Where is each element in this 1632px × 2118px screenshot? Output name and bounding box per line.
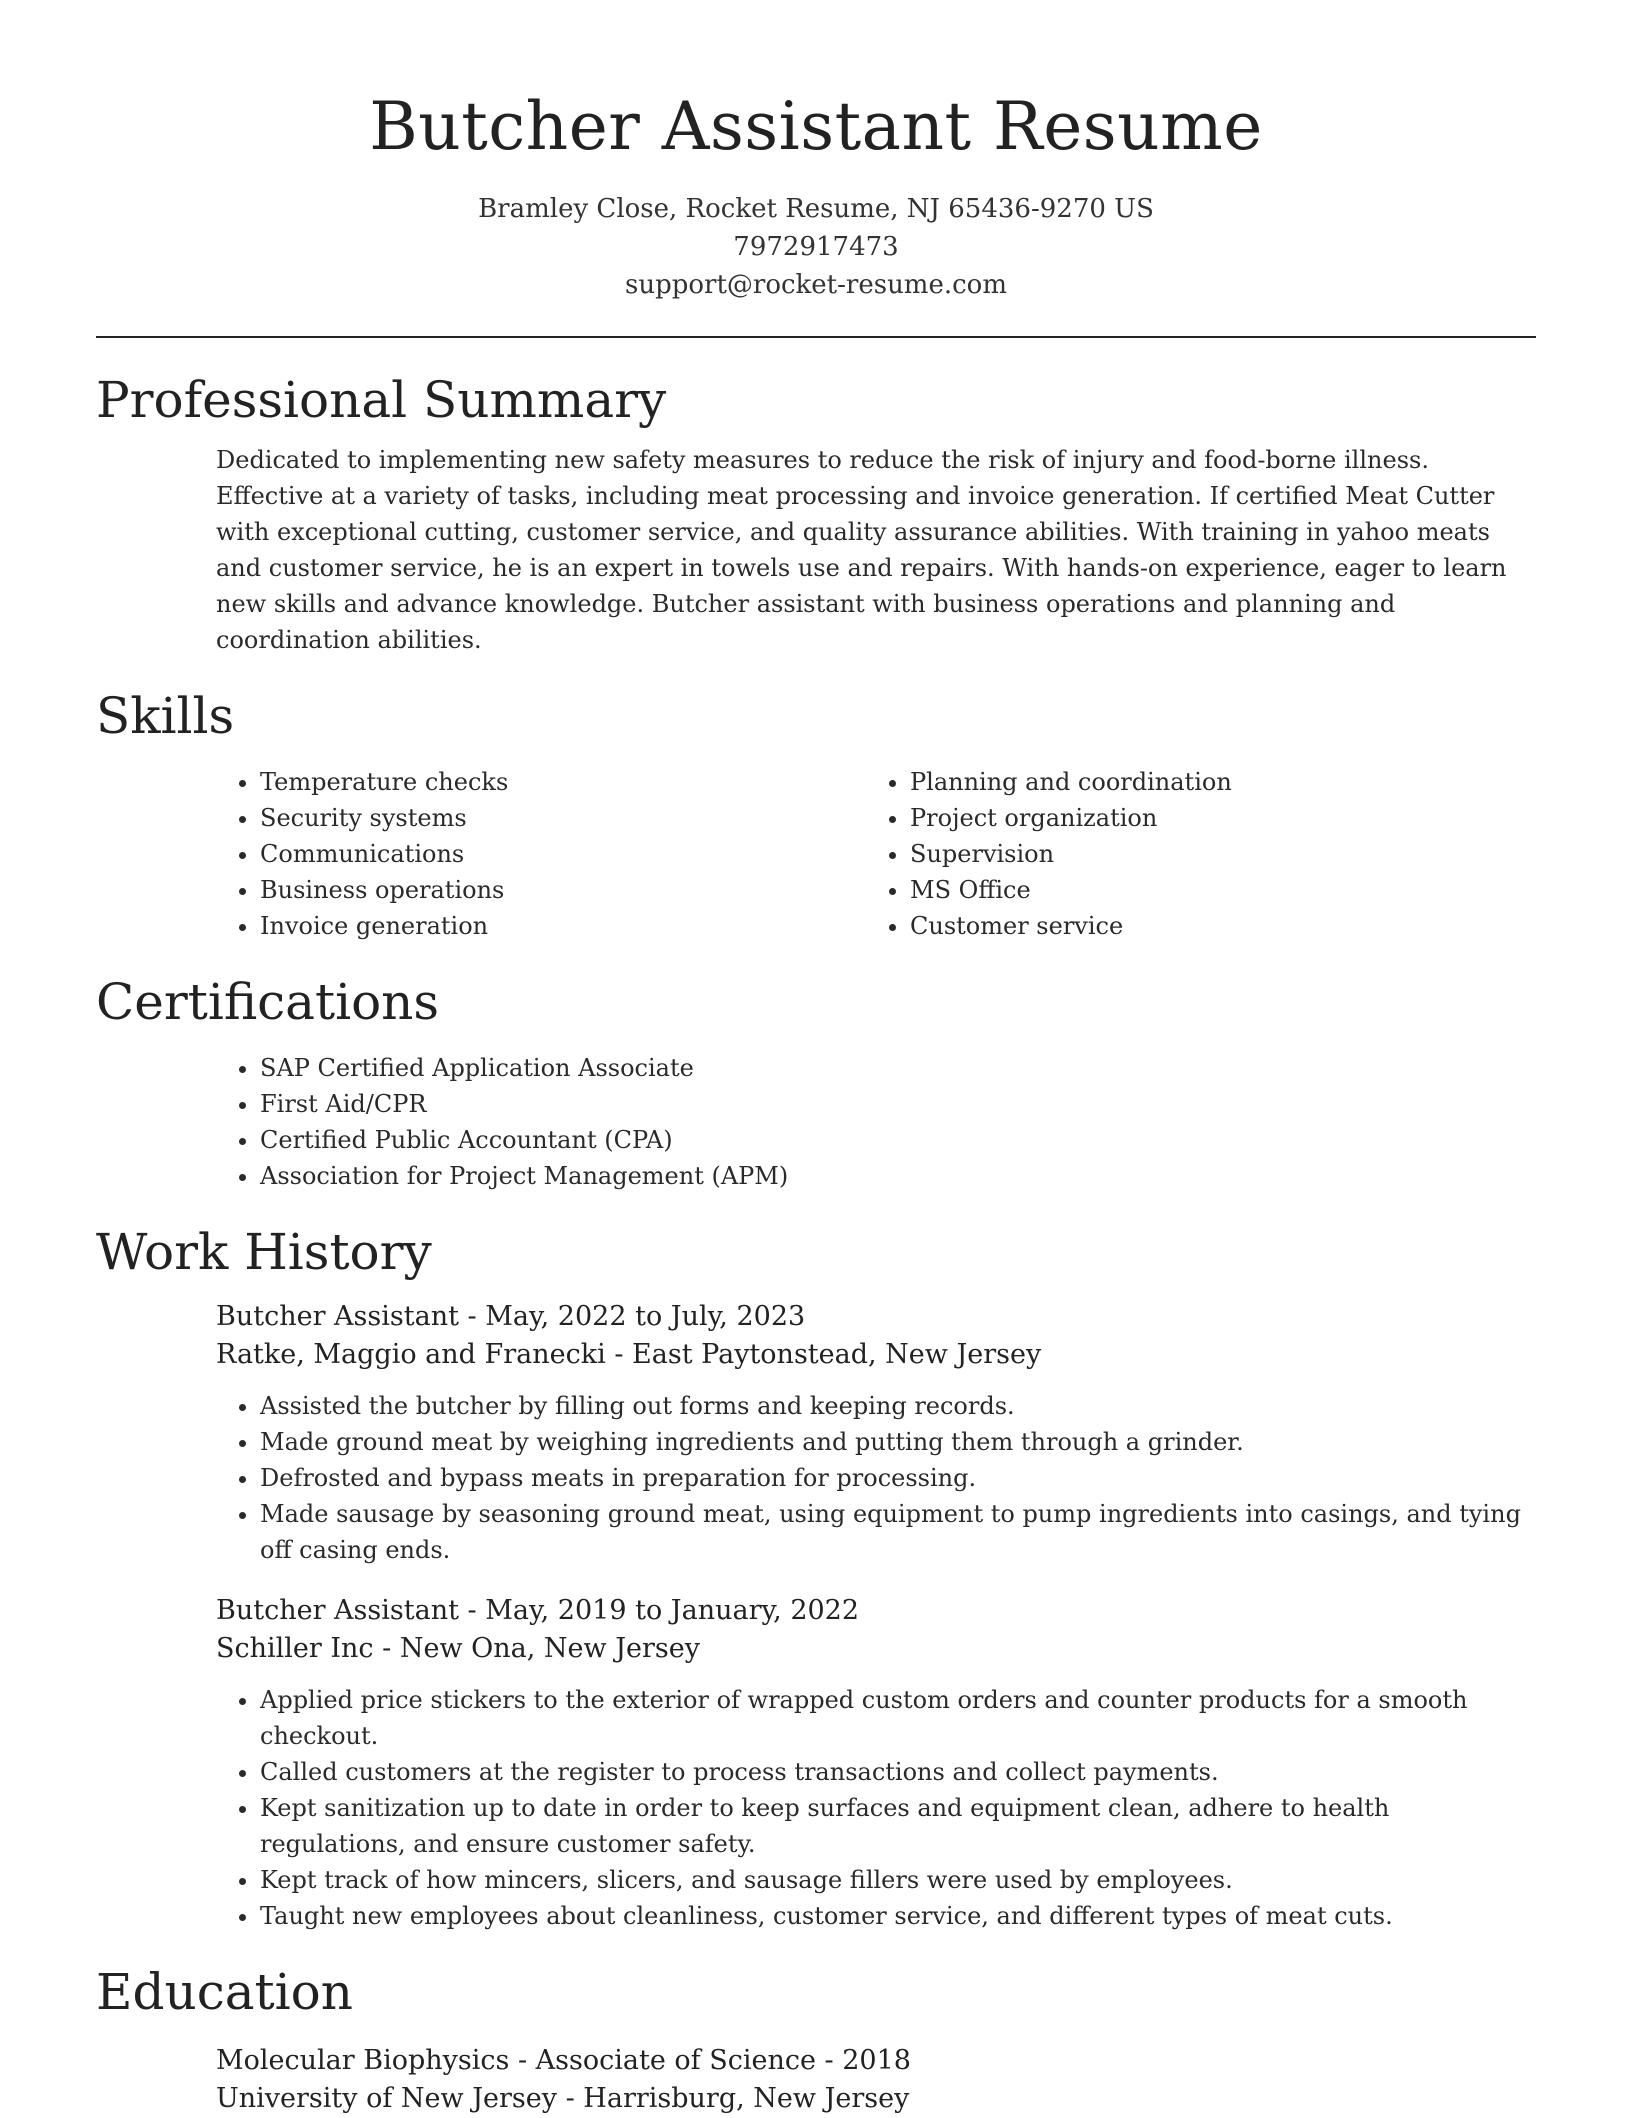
skill-item: • Planning and coordination	[910, 764, 1516, 800]
certification-item: • SAP Certified Application Associate	[260, 1050, 1536, 1086]
job-duty-item: • Taught new employees about cleanliness, customer service, and different types of meat cuts.	[260, 1898, 1536, 1934]
job-title-line: Butcher Assistant - May, 2022 to July, 2023	[216, 1301, 806, 1332]
job-duties	[216, 1682, 1536, 1934]
header-divider	[96, 336, 1536, 338]
job-duty-item: • Made ground meat by weighing ingredients and putting them through a grinder.	[260, 1424, 1536, 1460]
section-heading-education: Education	[96, 1963, 353, 2021]
job-duty-item: • Called customers at the register to process transactions and collect payments.	[260, 1754, 1536, 1790]
section-heading-work-history: Work History	[96, 1223, 432, 1281]
certifications-list	[216, 1050, 1536, 1194]
section-heading-skills: Skills	[96, 687, 235, 745]
contact-email[interactable]: support@rocket-resume.com	[624, 270, 1007, 300]
job-title-line: Butcher Assistant - May, 2019 to January, 2022	[216, 1595, 860, 1626]
section-heading-certifications: Certifications	[96, 973, 440, 1031]
contact-block	[96, 190, 1536, 304]
skill-item: • Security systems	[260, 800, 866, 836]
job-duty-item: • Defrosted and bypass meats in preparation for processing.	[260, 1460, 1536, 1496]
education-entry	[216, 2042, 1536, 2118]
skill-item: • Business operations	[260, 872, 866, 908]
skills-list	[216, 764, 1536, 944]
skill-item: • Temperature checks	[260, 764, 866, 800]
skill-item: • Customer service	[910, 908, 1516, 944]
skill-item: • Project organization	[910, 800, 1516, 836]
resume-title: Butcher Assistant Resume	[369, 88, 1263, 165]
job-duty-item: • Kept sanitization up to date in order to keep surfaces and equipment clean, adhere to health regulations, and ensure customer safety.	[260, 1790, 1536, 1862]
section-heading-summary: Professional Summary	[96, 371, 667, 429]
certification-item: • First Aid/CPR	[260, 1086, 1536, 1122]
job-company-line: Ratke, Maggio and Franecki - East Paytonstead, New Jersey	[216, 1339, 1042, 1370]
contact-address: Bramley Close, Rocket Resume, NJ 65436-9270 US	[478, 194, 1154, 224]
job-duty-item: • Made sausage by seasoning ground meat, using equipment to pump ingredients into casings, and tying off casing ends.	[260, 1496, 1536, 1568]
contact-phone: 7972917473	[733, 232, 899, 262]
skill-item: • Invoice generation	[260, 908, 866, 944]
skills-column-left	[216, 764, 866, 944]
job-duty-item: • Applied price stickers to the exterior of wrapped custom orders and counter products for a smooth checkout.	[260, 1682, 1536, 1754]
job-duty-item: • Assisted the butcher by filling out forms and keeping records.	[260, 1388, 1536, 1424]
skills-column-right	[866, 764, 1516, 944]
resume-header	[96, 0, 1536, 304]
resume-page	[96, 0, 1536, 2118]
summary-text: Dedicated to implementing new safety measures to reduce the risk of injury and food-borne illness. Effective at a variety of tasks, including meat processing and invoice generation. If certified Meat Cutter with exceptional cutting, customer service, and quality assurance abilities. With training in yahoo meats and customer service, he is an expert in towels use and repairs. With hands-on experience, eager to learn new skills and advance knowledge. Butcher assistant with business operations and planning and coordination abilities.	[216, 446, 1507, 654]
skill-item: • Communications	[260, 836, 866, 872]
certification-item: • Association for Project Management (APM)	[260, 1158, 1536, 1194]
skill-item: • MS Office	[910, 872, 1516, 908]
job-duties	[216, 1388, 1536, 1568]
job-entry	[216, 1592, 1536, 1934]
job-duty-item: • Kept track of how mincers, slicers, and sausage fillers were used by employees.	[260, 1862, 1536, 1898]
education-degree-line: Molecular Biophysics - Associate of Science - 2018	[216, 2045, 911, 2076]
education-school-line: University of New Jersey - Harrisburg, New Jersey	[216, 2083, 910, 2114]
certification-item: • Certified Public Accountant (CPA)	[260, 1122, 1536, 1158]
job-entry	[216, 1298, 1536, 1568]
job-company-line: Schiller Inc - New Ona, New Jersey	[216, 1633, 701, 1664]
skill-item: • Supervision	[910, 836, 1516, 872]
